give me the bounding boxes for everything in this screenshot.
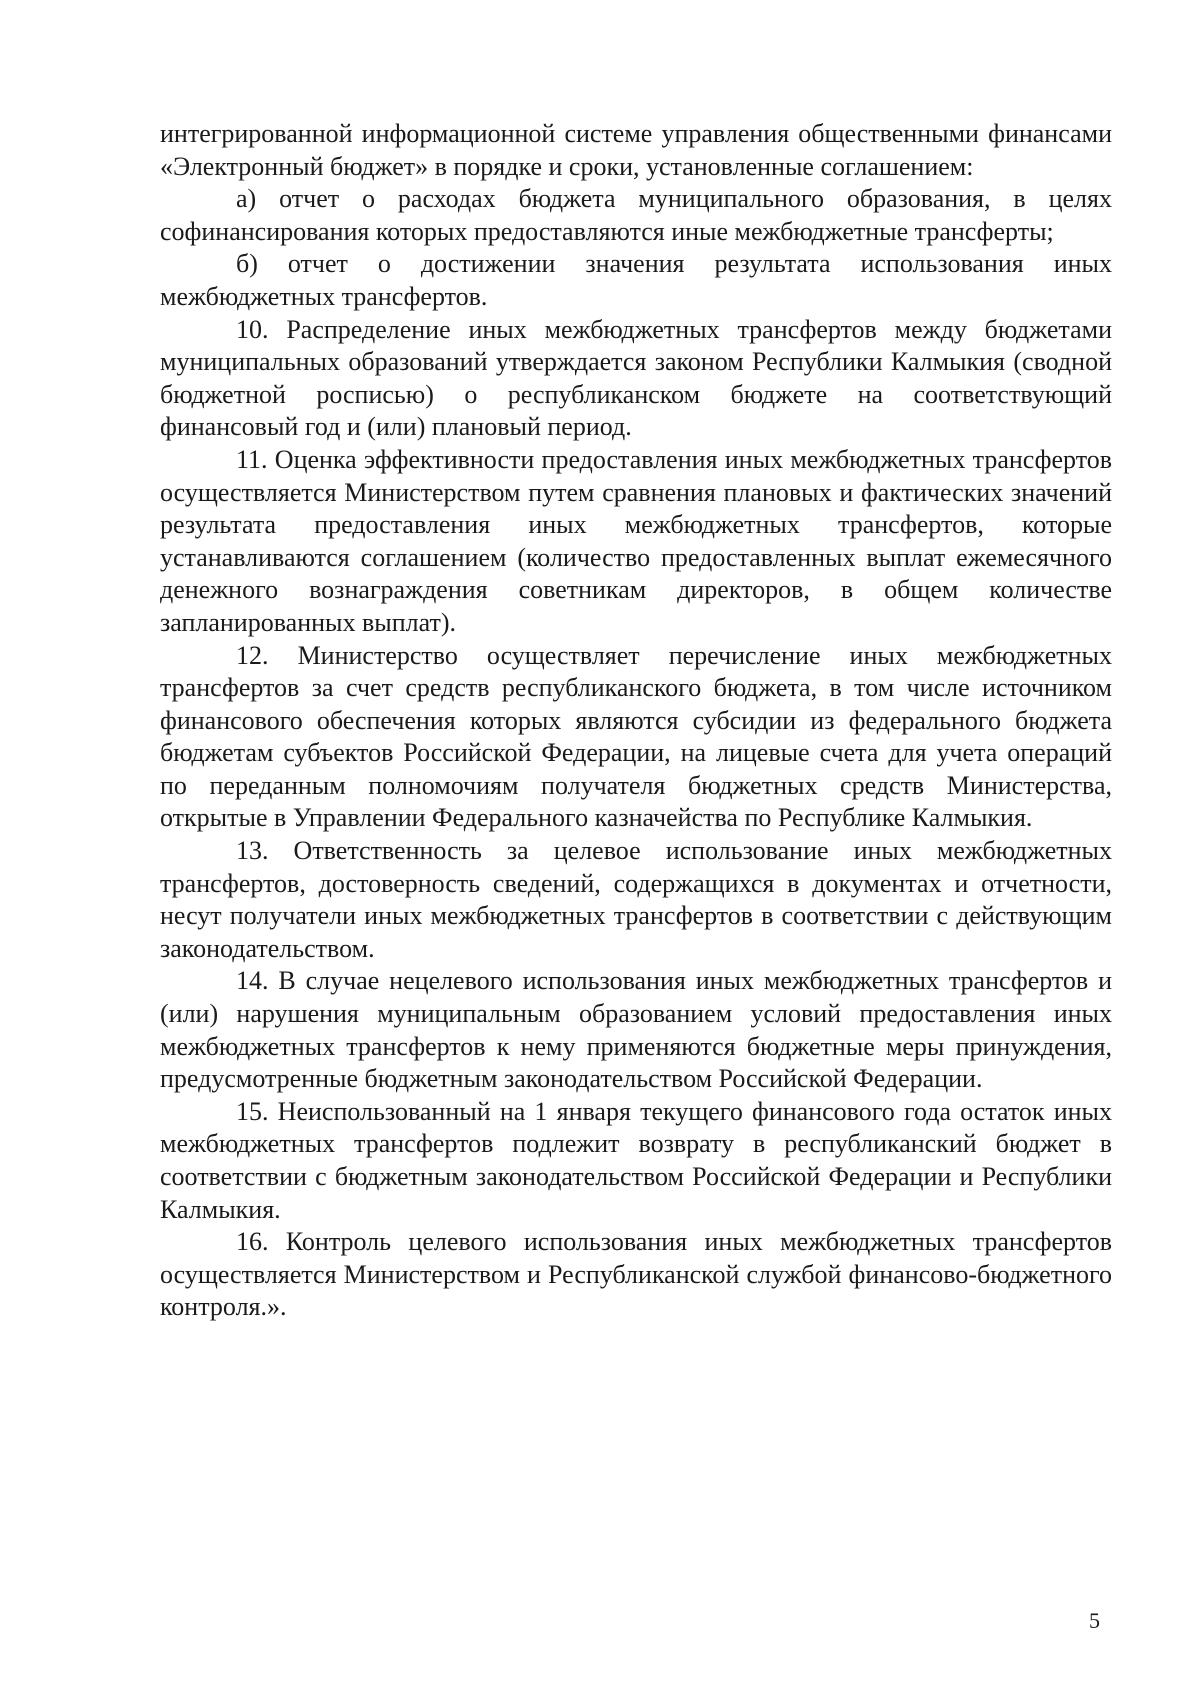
paragraph-10: 10. Распределение иных межбюджетных трансфертов между бюджетами муниципальных образований утверждается законом Республики Калмыкия (сводной бюджетной росписью) о республиканском бюджете на соответствующий финансовый год и (или) плановый период.: [160, 314, 1112, 442]
paragraph-11: 11. Оценка эффективности предоставления иных межбюджетных трансфертов осуществляется Министерством путем сравнения плановых и фактических значений результата предоставления иных межбюджетных трансфертов, которые устанавливаются соглашением (количество предоставленных выплат ежемесячного денежного вознаграждения советникам директоров, в общем количестве запланированных выплат).: [160, 444, 1112, 637]
paragraph-12: 12. Министерство осуществляет перечисление иных межбюджетных трансфертов за счет средств республиканского бюджета, в том числе источником финансового обеспечения которых являются субсидии из федерального бюджета бюджетам субъектов Российской Федерации, на лицевые счета для учета операций по переданным полномочиям получателя бюджетных средств Министерства, открытые в Управлении Федерального казначейства по Республике Калмыкия.: [160, 640, 1112, 833]
document-body: [160, 118, 1112, 1324]
paragraph-13: 13. Ответственность за целевое использование иных межбюджетных трансфертов, достоверность сведений, содержащихся в документах и отчетности, несут получатели иных межбюджетных трансфертов в соответствии с действующим законодательством.: [160, 836, 1112, 963]
paragraph-16: 16. Контроль целевого использования иных межбюджетных трансфертов осуществляется Министерством и Республиканской службой финансово-бюджетного контроля.».: [160, 1227, 1112, 1322]
paragraph-15: 15. Неиспользованный на 1 января текущего финансового года остаток иных межбюджетных трансфертов подлежит возврату в республиканский бюджет в соответствии с бюджетным законодательством Российской Федерации и Республики Калмыкия.: [160, 1096, 1112, 1224]
page-number: 5: [1089, 1608, 1100, 1633]
paragraph-continuation: интегрированной информационной системе управления общественными финансами «Электронный бюджет» в порядке и сроки, установленные соглашением:: [160, 119, 1112, 181]
paragraph-14: 14. В случае нецелевого использования иных межбюджетных трансфертов и (или) нарушения муниципальным образованием условий предоставления иных межбюджетных трансфертов к нему применяются бюджетные меры принуждения, предусмотренные бюджетным законодательством Российской Федерации.: [160, 966, 1112, 1094]
paragraph-item-b: б) отчет о достижении значения результата использования иных межбюджетных трансфертов.: [160, 249, 1112, 311]
paragraph-item-a: а) отчет о расходах бюджета муниципального образования, в целях софинансирования которых предоставляются иные межбюджетные трансферты;: [160, 184, 1112, 246]
